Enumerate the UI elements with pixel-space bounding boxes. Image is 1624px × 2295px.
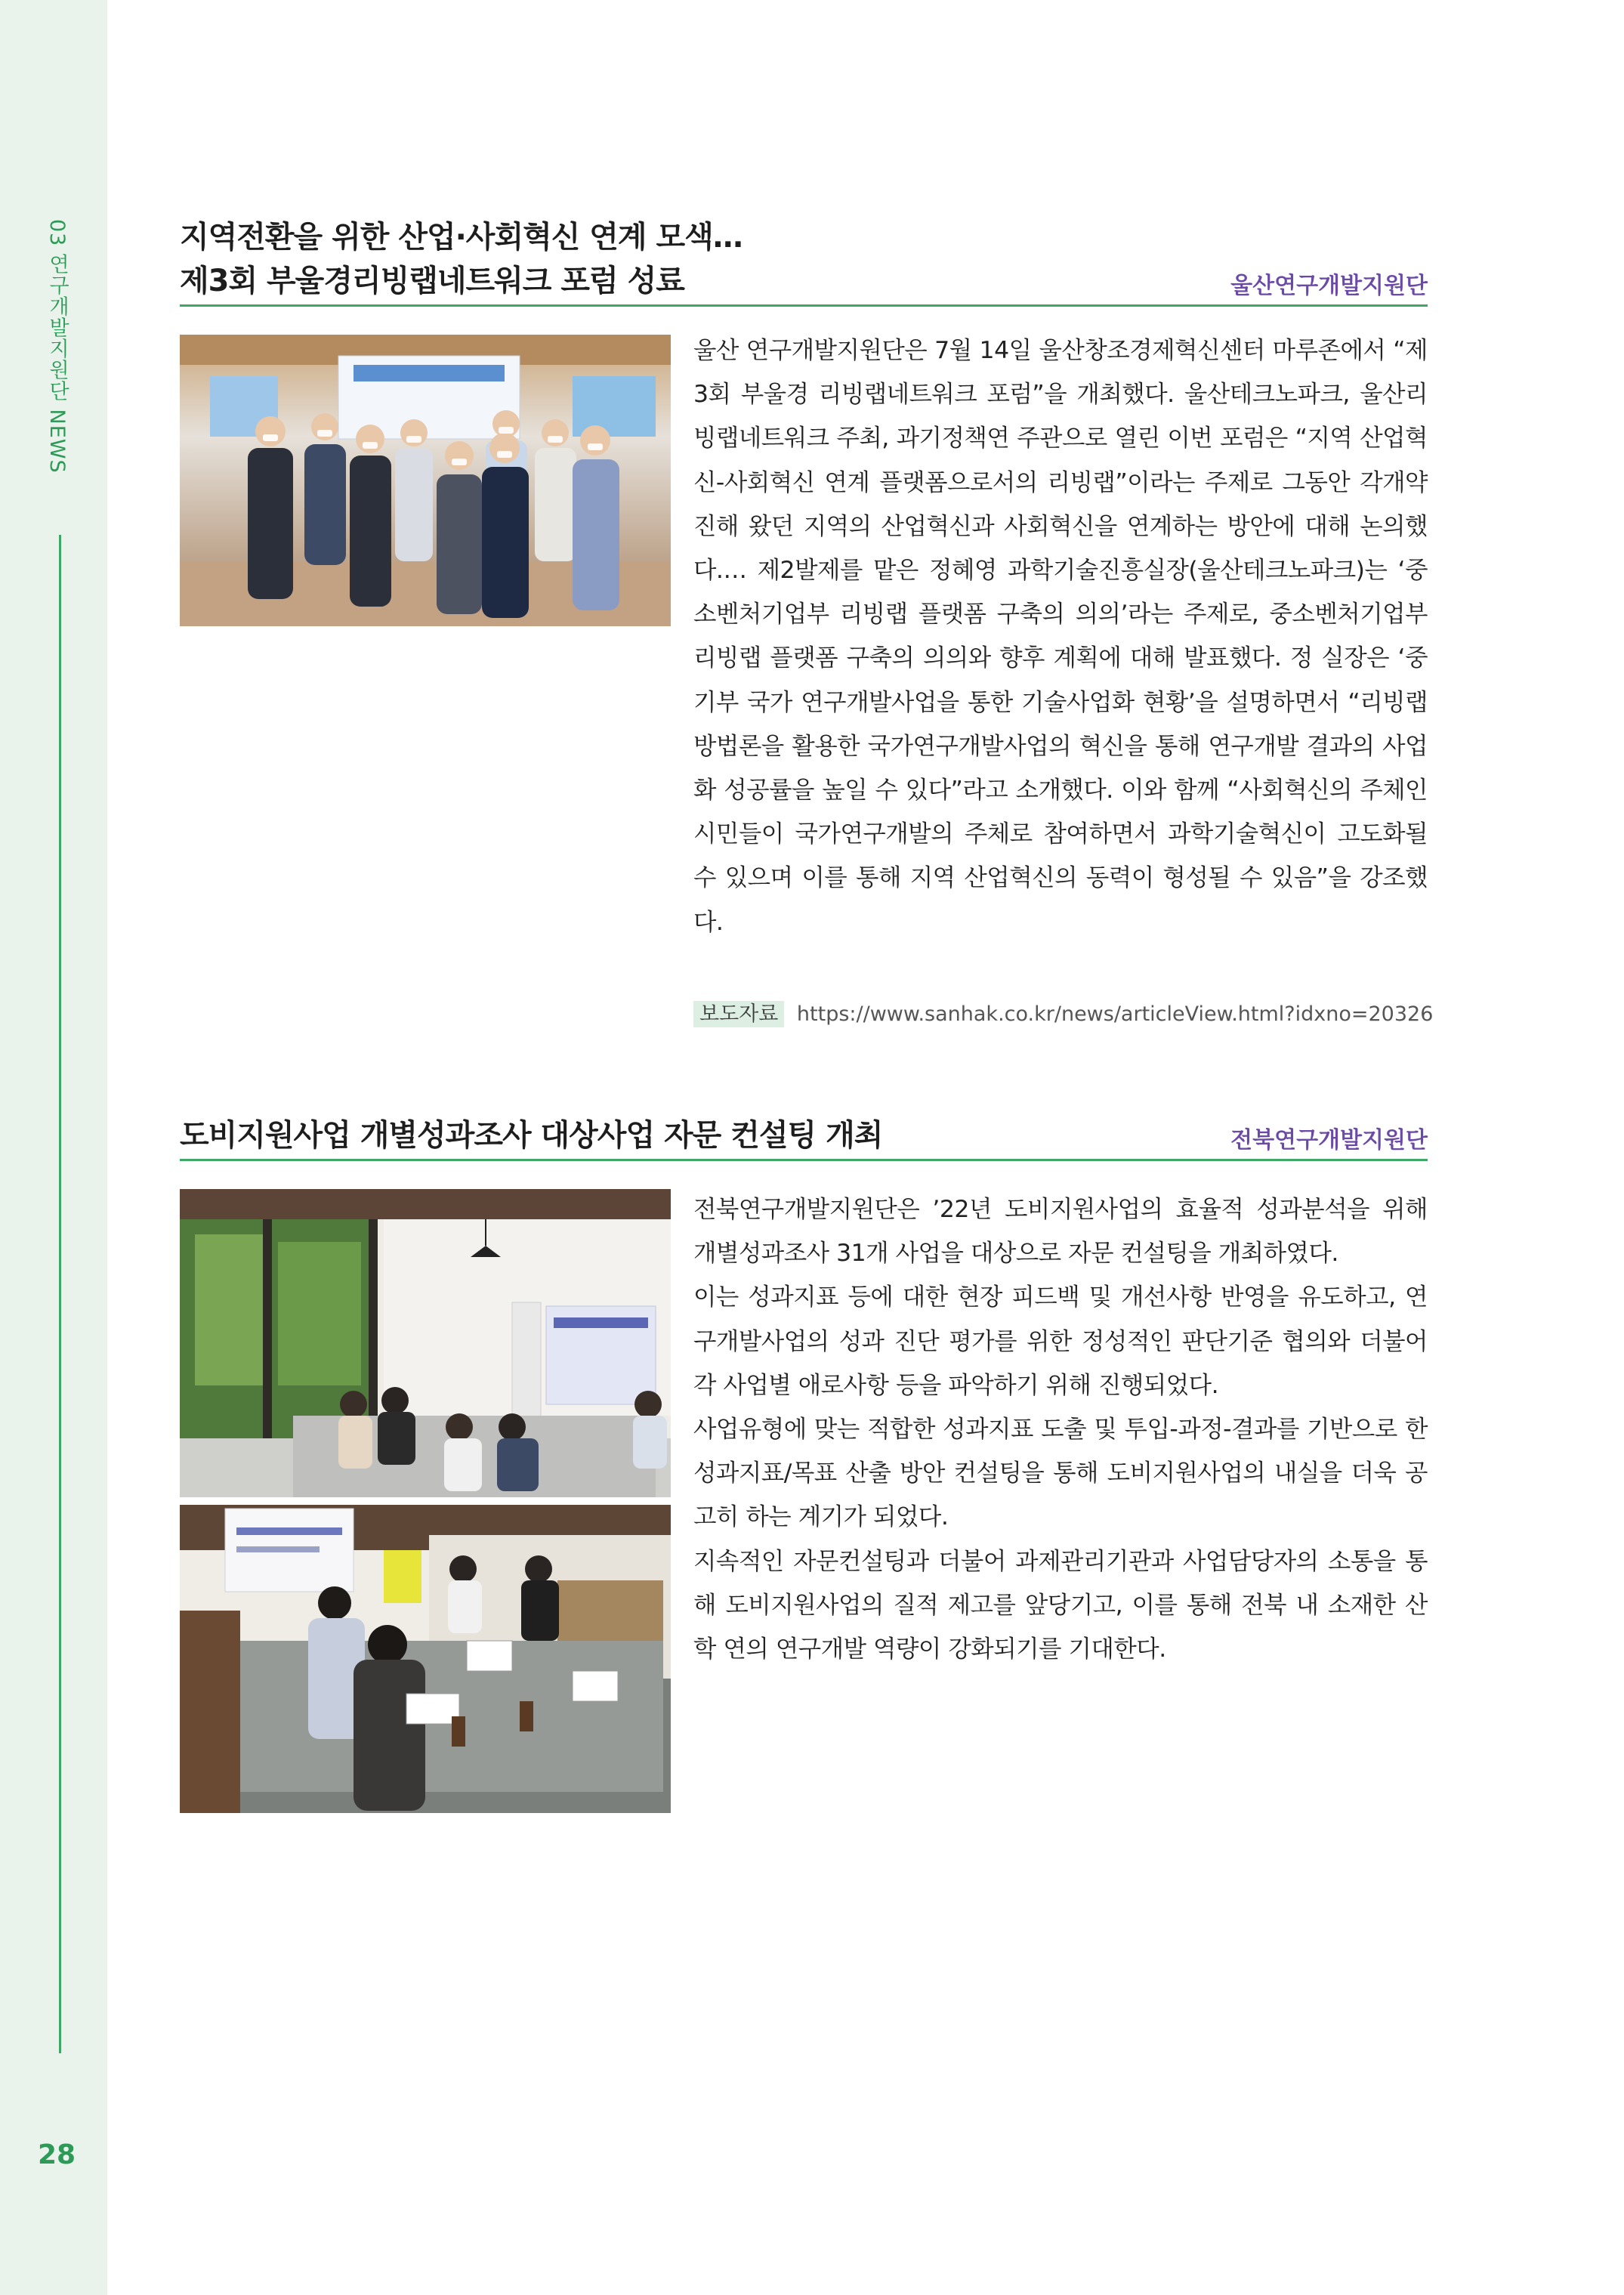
article-body bbox=[693, 1188, 1428, 1671]
title-rule bbox=[180, 1159, 1428, 1161]
side-divider bbox=[59, 535, 61, 2053]
org-name: 울산연구개발지원단 bbox=[1230, 273, 1428, 299]
body-paragraph-3: 사업유형에 맞는 적합한 성과지표 도출 및 투입-과정-결과를 기반으로 한 성과지표/목표 산출 방안 컨설팅을 통해 도비지원사업의 내실을 더욱 공고히 하는 계기가 되었다. bbox=[693, 1416, 1428, 1531]
article-body bbox=[693, 329, 1428, 944]
body-paragraph: 울산 연구개발지원단은 7월 14일 울산창조경제혁신센터 마루존에서 “제3회 부울경 리빙랩네트워크 포럼”을 개최했다. 울산테크노파크, 울산리빙랩네트워크 주최, 과기정책연 주관으로 열린 이번 포럼은 “지역 산업혁신-사회혁신 연계 플랫폼으로서의 리빙랩”이라는 주제로 그동안 각개약진해 왔던 지역의 산업혁신과 사회혁신을 연계하는 방안에 대해 논의했다.… 제2발제를 맡은 정혜영 과학기술진흥실장(울산테크노파크)는 ‘중소벤처기업부 리빙랩 플랫폼 구축의 의의’라는 주제로, 중소벤처기업부 리빙랩 플랫폼 구축의 의의와 향후 계획에 대해 발표했다. 정 실장은 ‘중기부 국가 연구개발사업을 통한 기술사업화 현황’을 설명하면서 “리빙랩 방법론을 활용한 국가연구개발사업의 혁신을 통해 연구개발 결과의 사업화 성공률을 높일 수 있다”라고 소개했다. 이와 함께 “사회혁신의 주체인 시민들이 국가연구개발의 주체로 참여하면서 과학기술혁신이 고도화될 수 있으며 이를 통해 지역 산업혁신의 동력이 형성될 수 있음”을 강조했다. bbox=[693, 337, 1428, 936]
title-line-1: 지역전환을 위한 산업·사회혁신 연계 모색… bbox=[180, 220, 743, 255]
body-paragraph-1: 전북연구개발지원단은 ’22년 도비지원사업의 효율적 성과분석을 위해 개별성과조사 31개 사업을 대상으로 자문 컨설팅을 개최하였다. bbox=[693, 1196, 1428, 1268]
section-label: 03 연구개발지원단 NEWS bbox=[45, 219, 69, 474]
org-name: 전북연구개발지원단 bbox=[1230, 1127, 1428, 1154]
page-number: 28 bbox=[38, 2139, 76, 2170]
source-line bbox=[693, 997, 1433, 1027]
forum-group-photo bbox=[180, 335, 671, 626]
source-link[interactable]: https://www.sanhak.co.kr/news/articleView.html?idxno=20326 bbox=[796, 1002, 1434, 1026]
title-rule bbox=[180, 304, 1428, 307]
source-label: 보도자료 bbox=[693, 1001, 784, 1027]
consulting-photo-1 bbox=[180, 1189, 671, 1497]
body-paragraph-2: 이는 성과지표 등에 대한 현장 피드백 및 개선사항 반영을 유도하고, 연구개발사업의 성과 진단 평가를 위한 정성적인 판단기준 협의와 더불어 각 사업별 애로사항 등을 파악하기 위해 진행되었다. bbox=[693, 1283, 1428, 1399]
consulting-photo-2 bbox=[180, 1505, 671, 1813]
article-title bbox=[180, 215, 743, 303]
article-ulsan bbox=[180, 215, 1434, 1046]
article-title: 도비지원사업 개별성과조사 대상사업 자문 컨설팅 개최 bbox=[180, 1118, 883, 1153]
title-line-2: 제3회 부울경리빙랩네트워크 포럼 성료 bbox=[180, 264, 684, 298]
article-jeonbuk bbox=[180, 1114, 1428, 1839]
body-paragraph-4: 지속적인 자문컨설팅과 더불어 과제관리기관과 사업담당자의 소통을 통해 도비지원사업의 질적 제고를 앞당기고, 이를 통해 전북 내 소재한 산 학 연의 연구개발 역량이 강화되기를 기대한다. bbox=[693, 1547, 1428, 1663]
